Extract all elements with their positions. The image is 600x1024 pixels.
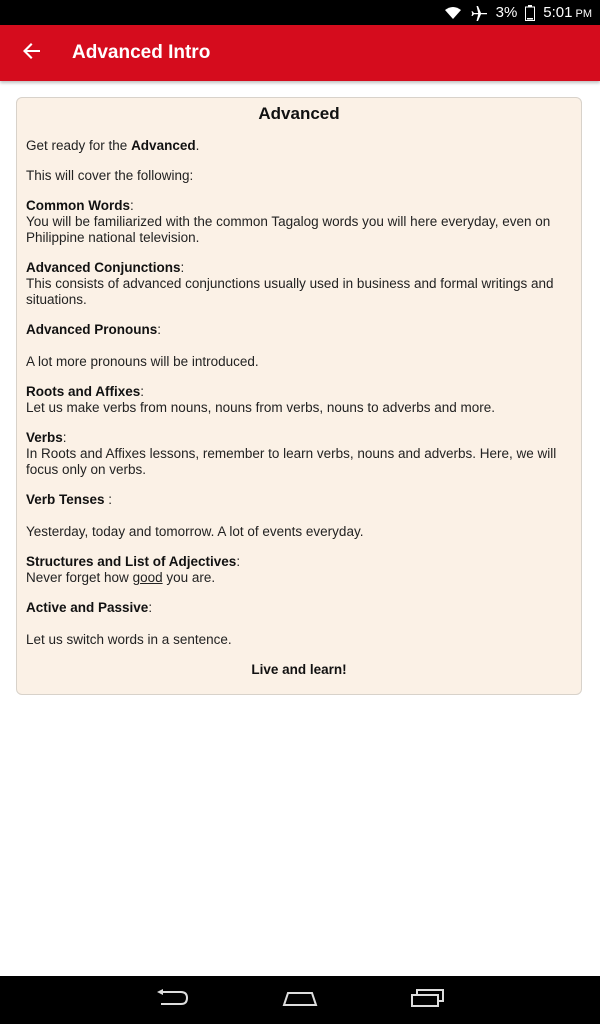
section-heading: Active and Passive: [26, 600, 149, 615]
section-text: Let us make verbs from nouns, nouns from verbs, nouns to adverbs and more.: [26, 400, 495, 415]
section-advanced-pronouns: Advanced Pronouns: A lot more pronouns will be introduced.: [26, 322, 572, 370]
section-advanced-conjunctions: Advanced Conjunctions: This consists of advanced conjunctions usually used in business and formal writings and situations.: [26, 260, 572, 308]
nav-back-button[interactable]: [142, 984, 202, 1016]
intro-card: [16, 97, 582, 695]
nav-back-icon: [155, 989, 189, 1012]
navigation-bar: [0, 976, 600, 1024]
section-roots-and-affixes: Roots and Affixes: Let us make verbs from nouns, nouns from verbs, nouns to adverbs and more.: [26, 384, 572, 416]
section-active-passive: Active and Passive: Let us switch words in a sentence.: [26, 600, 572, 648]
section-heading: Roots and Affixes: [26, 384, 141, 399]
section-common-words: Common Words: You will be familiarized with the common Tagalog words you will here everyday, even on Philippine national television.: [26, 198, 572, 246]
section-text: Yesterday, today and tomorrow. A lot of events everyday.: [26, 524, 364, 539]
battery-percent: 3%: [495, 4, 518, 21]
page-title: Advanced Intro: [72, 42, 211, 63]
nav-home-button[interactable]: [270, 984, 330, 1016]
section-verbs: Verbs: In Roots and Affixes lessons, remember to learn verbs, nouns and adverbs. Here, we will focus only on verbs.: [26, 430, 572, 478]
status-bar: [0, 0, 600, 25]
arrow-left-icon: [23, 42, 41, 65]
airplane-icon: [470, 5, 488, 21]
section-heading: Structures and List of Adjectives: [26, 554, 237, 569]
nav-home-icon: [282, 989, 318, 1012]
section-text: Never forget how good you are.: [26, 570, 216, 585]
section-text: This consists of advanced conjunctions usually used in business and formal writings and situations.: [26, 276, 554, 307]
back-button[interactable]: [16, 37, 48, 69]
section-text: Let us switch words in a sentence.: [26, 632, 232, 647]
nav-recents-icon: [410, 988, 446, 1013]
app-bar: [0, 25, 600, 81]
section-verb-tenses: Verb Tenses : Yesterday, today and tomorrow. A lot of events everyday.: [26, 492, 572, 540]
battery-icon: [525, 5, 535, 21]
intro-line: Get ready for the Advanced.: [26, 138, 200, 153]
section-heading: Verb Tenses: [26, 492, 105, 507]
nav-recents-button[interactable]: [398, 984, 458, 1016]
section-text: A lot more pronouns will be introduced.: [26, 354, 259, 369]
card-title: Advanced: [258, 104, 340, 123]
section-text: In Roots and Affixes lessons, remember to learn verbs, nouns and adverbs. Here, we will focus only on verbs.: [26, 446, 557, 477]
section-structures-adjectives: Structures and List of Adjectives: Never forget how good you are.: [26, 554, 572, 586]
section-heading: Advanced Pronouns: [26, 322, 158, 337]
emphasis-word: good: [132, 570, 163, 585]
wifi-icon: [444, 6, 462, 20]
cover-line: This will cover the following:: [26, 168, 194, 183]
closing-line: Live and learn!: [251, 662, 347, 677]
section-heading: Advanced Conjunctions: [26, 260, 181, 275]
clock: 5:01 PM: [543, 4, 592, 21]
section-heading: Common Words: [26, 198, 130, 213]
section-text: You will be familiarized with the common Tagalog words you will here everyday, even on Philippine national television.: [26, 214, 551, 245]
section-heading: Verbs: [26, 430, 63, 445]
